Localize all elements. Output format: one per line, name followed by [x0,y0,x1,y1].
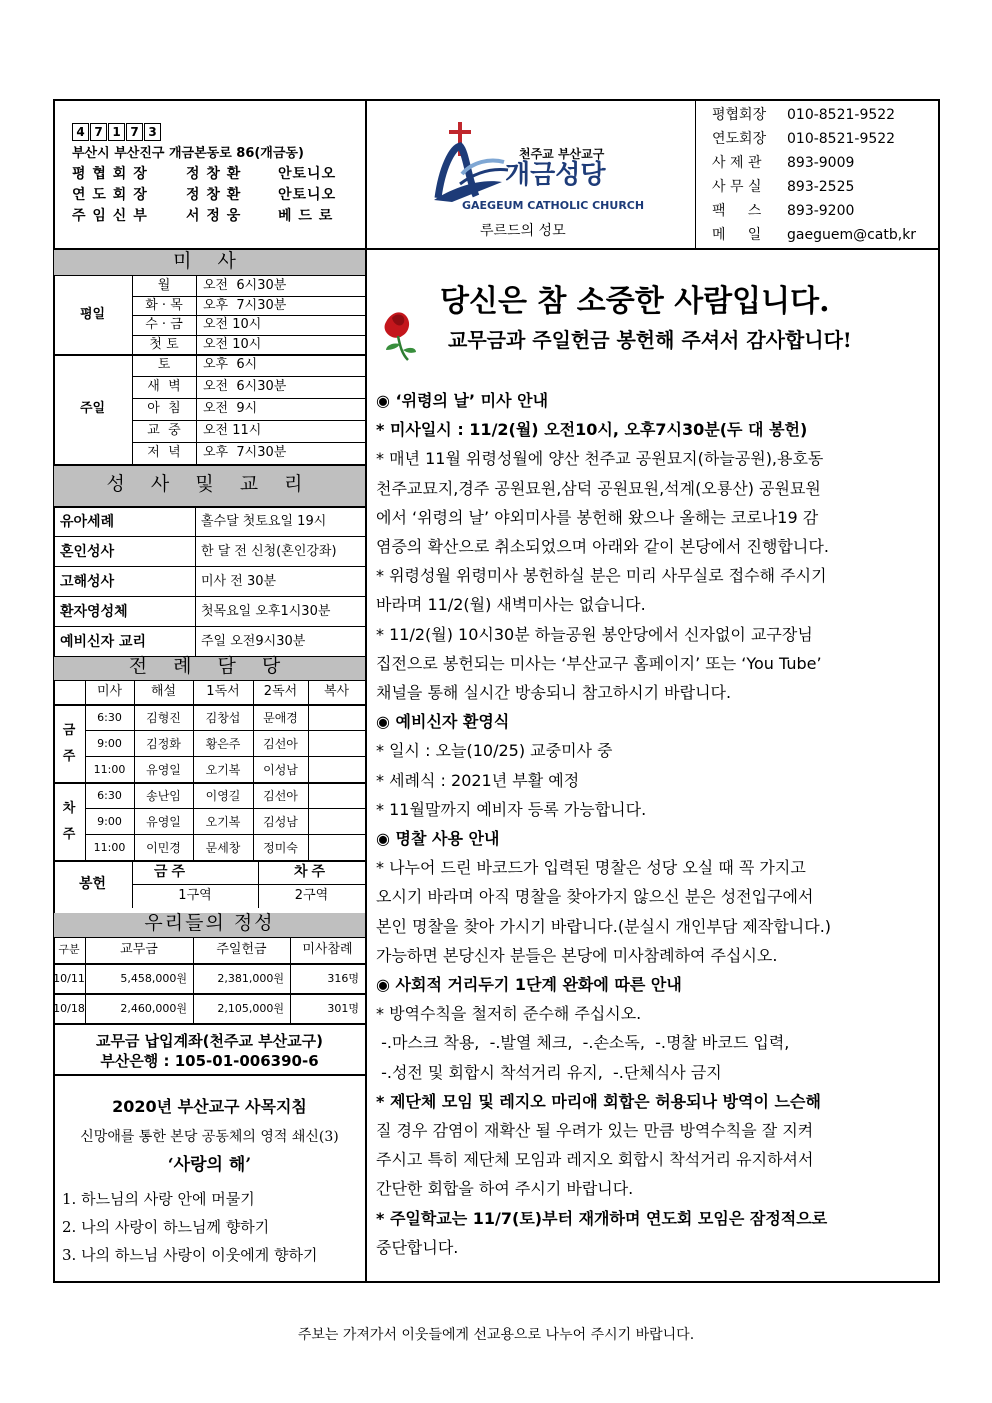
rule [134,680,135,860]
rule [53,937,366,938]
rule [85,756,365,757]
liturgy-cell: 유영일 [146,815,181,829]
postcode-digit: 3 [144,123,161,141]
liturgy-cell: 김정화 [146,737,181,751]
rule [85,680,86,860]
postcode-digit: 7 [126,123,143,141]
notice-line: * 11/2(월) 10시30분 하늘공원 봉안당에서 신자없이 교구장님 [376,624,813,644]
liturgy-cell: 11:00 [93,763,126,776]
liturgy-cell: 이영길 [205,789,241,803]
mass-title: 미 사 [173,250,246,272]
liturgy-cell: 황은주 [205,737,241,751]
account-title: 교무금 납입계좌(천주교 부산교구) [95,1032,324,1050]
rule [258,860,259,908]
pastoral-subtitle: 신망애를 통한 본당 공동체의 영적 쇄신(3) [80,1129,339,1145]
rule [53,626,366,627]
rule [290,937,291,1023]
mass-day: 새 벽 [147,379,181,394]
mass-day: 첫 토 [149,336,179,352]
finance-cell: 2,460,000원 [120,1002,187,1015]
sacrament-value: 첫목요일 오후1시30분 [201,604,331,619]
liturgy-header: 2독서 [263,684,298,699]
mass-day: 화 · 목 [145,297,183,313]
rule [53,963,366,965]
finance-title: 우리들의 정성 [144,912,275,934]
liturgy-cell: 11:00 [93,841,126,854]
finance-cell: 5,458,000원 [120,972,187,985]
rule [85,834,365,835]
pastoral-title: 2020년 부산교구 사목지침 [112,1097,307,1116]
rule [53,680,366,681]
liturgy-header: 복사 [323,684,350,699]
rule [53,566,366,567]
mass-time: 오전 9시 [203,401,258,416]
diocese-name: 천주교 부산교구 [519,147,605,161]
officer-saint: 안토니오 [278,187,337,203]
contact-label: 사 제 관 [712,155,762,171]
banner-subtitle: 교무금과 주일헌금 봉헌해 주셔서 감사합니다! [448,328,852,352]
rule [53,1023,366,1025]
sacrament-label: 고해성사 [60,574,115,590]
mass-time: 오전 10시 [203,336,262,352]
contact-label: 평협회장 [712,107,767,123]
contact-label: 팩 스 [712,203,762,219]
notice-line: * 나누어 드린 바코드가 입력된 명찰은 성당 오실 때 꼭 가지고 [376,858,806,878]
liturgy-week-label: 주 [62,827,76,842]
contact-label: 메 일 [712,227,762,243]
liturgy-cell: 오기복 [205,763,241,777]
account-number: 부산은행 : 105-01-006390-6 [100,1052,319,1070]
rule [53,596,366,597]
mass-weekday-label: 평일 [79,307,106,322]
church-address: 부산시 부산진구 개금본동로 86(개금동) [72,146,304,161]
notice-line: * 11월말까지 예비자 등록 가능합니다. [376,799,647,819]
liturgy-cell: 오기복 [205,815,241,829]
banner-title: 당신은 참 소중한 사람입니다. [440,284,830,319]
finance-cell: 10/18 [53,1002,85,1015]
finance-header: 구분 [58,943,80,956]
rule [132,420,365,421]
patron-name: 루르드의 성모 [480,223,566,239]
pastoral-item: 3. 나의 하느님 사랑이 이웃에게 향하기 [62,1246,318,1264]
church-english-name: GAEGEUM CATHOLIC CHURCH [462,199,645,212]
notice-line: 바라며 11/2(월) 새벽미사는 없습니다. [376,595,646,615]
postcode-digit: 7 [90,123,107,141]
mass-day: 토 [157,357,171,372]
liturgy-cell: 9:00 [97,737,122,750]
officer-name: 정 창 환 [186,166,242,182]
liturgy-cell: 김창섭 [205,711,241,725]
sacrament-value: 홀수달 첫토요일 19시 [201,514,327,529]
pastoral-theme: ‘사랑의 해’ [167,1155,252,1175]
contact-value: 893-9200 [787,203,855,219]
finance-header: 미사참례 [302,942,353,957]
notice-line: 중단합니다. [376,1237,459,1257]
contact-label: 연도회장 [712,131,767,147]
liturgy-cell: 이성남 [263,763,298,777]
contact-value: 010-8521-9522 [787,107,896,123]
rule [53,704,366,706]
mass-day: 수 · 금 [145,317,183,332]
notice-line: 염증의 확산으로 취소되었으며 아래와 같이 본당에서 진행합니다. [376,537,829,556]
rule [85,808,365,809]
mass-day: 교 중 [147,423,181,438]
contact-label: 사 무 실 [712,179,762,195]
contact-value: 893-9009 [787,155,855,171]
sacrament-label: 유아세례 [60,514,115,530]
mass-sunday-label: 주일 [79,401,106,416]
postcode-digit: 1 [108,123,125,141]
notice-line: 질 경우 감염이 재확산 될 우려가 있는 만큼 방역수칙을 잘 지켜 [376,1121,814,1140]
church-name: 개금성당 [505,160,606,190]
notice-line: 에서 ‘위령의 날’ 야외미사를 봉헌해 왔으나 올해는 코로나19 감 [376,507,819,527]
sacrament-value: 한 달 전 신청(혼인강좌) [201,544,337,559]
officer-name: 서 정 웅 [186,208,242,224]
finance-cell: 10/11 [53,972,85,985]
notice-line: * 제단체 모임 및 레지오 마리애 회합은 허용되나 방역이 느슨해 [376,1091,821,1111]
liturgy-cell: 유영일 [146,763,181,777]
rule [253,680,254,860]
offering-header: 차주 [293,864,330,880]
notice-line: 천주교묘지,경주 공원묘원,삼덕 공원묘원,석계(오룡산) 공원묘원 [376,478,821,498]
notice-line: ◉ 명찰 사용 안내 [376,829,500,848]
notice-line: 본인 명찰을 찾아 가시기 바랍니다.(분실시 개인부담 제작합니다.) [376,916,832,936]
liturgy-cell: 김성남 [263,815,298,829]
rule [53,275,366,276]
officer-saint: 베 드 로 [278,208,334,224]
rule [53,506,366,508]
rule [193,937,194,1023]
mass-day: 아 침 [147,401,181,416]
rule [195,506,196,656]
mass-time: 오후 7시30분 [203,445,287,460]
notice-line: 집전으로 봉헌되는 미사는 ‘부산교구 홈페이지’ 또는 ‘You Tube’ [376,653,822,673]
liturgy-header: 해설 [150,684,177,699]
mass-time: 오전 11시 [203,423,262,438]
offering-value: 2구역 [294,888,329,903]
finance-cell: 301명 [327,1002,359,1015]
rule [85,730,365,731]
liturgy-cell: 김선아 [263,737,298,751]
finance-cell: 2,105,000원 [217,1002,284,1015]
sacrament-value: 주일 오전9시30분 [201,634,306,649]
rule [132,398,365,399]
mass-time: 오전 10시 [203,317,262,332]
liturgy-header: 1독서 [206,684,240,699]
notice-line: 주시고 특히 제단체 모임과 레지오 회합시 착석거리 유지하셔서 [376,1150,814,1170]
mass-time: 오전 6시30분 [203,278,287,293]
rule [132,276,133,354]
officer-role: 주 임 신 부 [72,208,148,224]
pastoral-item: 1. 하느님의 사랑 안에 머물기 [62,1190,255,1208]
notice-line: -.성전 및 회합시 착석거리 유지, -.단체식사 금지 [376,1062,722,1082]
footer-note: 주보는 가져가서 이웃들에게 선교용으로 나누어 주시기 바랍니다. [297,1327,695,1343]
liturgy-cell: 문애경 [263,711,298,725]
finance-cell: 2,381,000원 [217,972,284,985]
rule [196,276,197,354]
rose-icon [372,292,422,362]
rule [193,680,194,860]
sacrament-label: 혼인성사 [60,544,115,560]
mass-time: 오후 7시30분 [203,297,287,313]
rule [308,680,309,860]
rule [53,354,366,356]
notice-line: * 세례식 : 2021년 부활 예정 [376,770,580,790]
notice-line: 간단한 회합을 하여 주시기 바랍니다. [376,1179,634,1199]
notice-line: -.마스크 착용, -.발열 체크, -.손소독, -.명찰 바코드 입력, [376,1033,790,1053]
mass-day: 월 [157,278,171,293]
rule [53,536,366,537]
liturgy-cell: 김선아 [263,789,298,803]
rule [132,354,133,464]
mass-time: 오후 6시 [203,357,258,372]
pastoral-item: 2. 나의 사랑이 하느님께 향하기 [62,1218,270,1236]
notice-line: 채널을 통해 실시간 방송되니 참고하시기 바랍니다. [376,683,732,702]
rule [132,442,365,443]
finance-header: 교무금 [120,942,158,957]
notice-line: * 주일학교는 11/7(토)부터 재개하며 연도회 모임은 잠정적으로 [376,1208,828,1228]
rule [132,376,365,377]
liturgy-week-label: 주 [62,749,76,764]
liturgy-cell: 9:00 [97,815,122,828]
contact-value: 010-8521-9522 [787,131,896,147]
sacraments-title: 성 사 및 교 리 [106,473,313,495]
notice-line: * 미사일시 : 11/2(월) 오전10시, 오후7시30분(두 대 봉헌) [376,420,808,440]
notice-line: * 매년 11월 위령성월에 양산 천주교 공원묘지(하늘공원),용호동 [376,449,824,469]
notice-line: ◉ 사회적 거리두기 1단계 완화에 따른 안내 [376,975,682,994]
rule [53,993,366,995]
rule [53,782,366,784]
notice-line: * 방역수칙을 철저히 준수해 주십시오. [376,1004,642,1024]
rule [132,860,133,908]
finance-cell: 316명 [327,972,359,985]
finance-header: 주일헌금 [216,942,267,957]
rule [196,354,197,464]
notice-line: ◉ 예비신자 환영식 [376,712,510,732]
contact-value: gaeguem@catb,kr [787,227,917,243]
mass-day: 저 녁 [147,445,181,460]
rule [132,296,365,297]
liturgy-cell: 6:30 [97,711,122,724]
mass-time: 오전 6시30분 [203,379,287,394]
rule [53,464,366,466]
rule [53,1074,366,1076]
rule [132,315,365,316]
notice-line: ◉ ‘위령의 날’ 미사 안내 [376,391,549,410]
sacrament-value: 미사 전 30분 [201,574,277,589]
liturgy-cell: 정미숙 [263,841,298,855]
offering-value: 1구역 [178,888,212,903]
notice-line: * 위령성월 위령미사 봉헌하실 분은 미리 사무실로 접수해 주시기 [376,566,827,586]
officer-role: 평 협 회 장 [72,166,148,182]
liturgy-cell: 이민경 [146,841,181,855]
rule [132,335,365,336]
column-divider [365,99,367,1283]
liturgy-week-label: 차 [62,801,76,816]
officer-name: 정 창 환 [186,187,242,203]
rule [53,860,366,862]
liturgy-header: 미사 [96,684,123,699]
sacrament-label: 환자영성체 [60,604,128,620]
rule [53,656,366,657]
rule [85,937,86,1023]
notice-line: * 일시 : 오늘(10/25) 교중미사 중 [376,741,613,761]
header-divider [695,99,696,249]
notice-line: 가능하면 본당신자 분들은 본당에 미사참례하여 주십시오. [376,945,778,965]
liturgy-title: 전 례 담 당 [128,655,291,677]
liturgy-cell: 문세창 [205,841,241,855]
rule [132,884,365,885]
liturgy-cell: 송난임 [146,789,181,803]
liturgy-week-label: 금 [62,723,76,738]
officer-saint: 안토니오 [278,166,337,182]
liturgy-cell: 6:30 [97,789,122,802]
sacrament-label: 예비신자 교리 [60,634,147,650]
notice-line: 오시기 바라며 아직 명찰을 찾아가지 않으신 분은 성전입구에서 [376,887,814,907]
offering-label: 봉헌 [78,876,107,892]
liturgy-cell: 김형진 [146,711,181,725]
offering-header: 금주 [153,864,190,880]
contact-value: 893-2525 [787,179,855,195]
postcode-digit: 4 [72,123,89,141]
officer-role: 연 도 회 장 [72,187,148,203]
